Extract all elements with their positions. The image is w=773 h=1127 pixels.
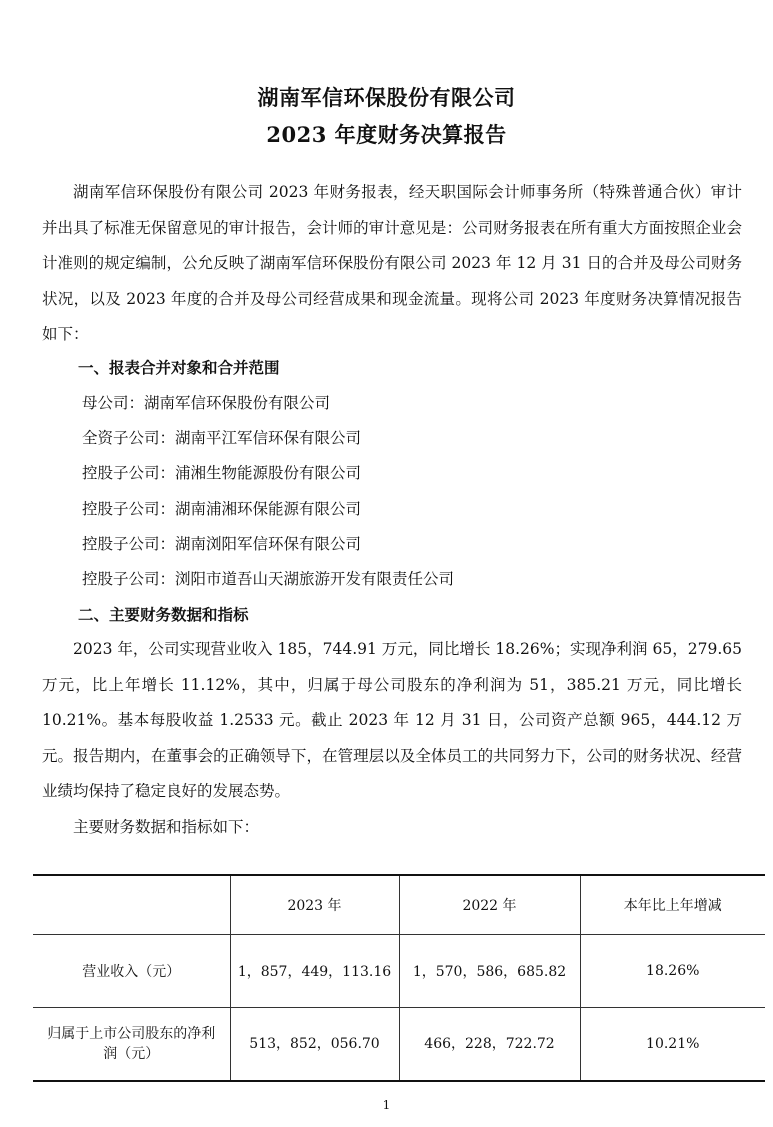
- list-item: 母公司：湖南军信环保股份有限公司: [82, 394, 331, 412]
- table-row: [33, 1008, 765, 1082]
- table-header-cell: 2022 年: [399, 875, 580, 935]
- document-title: 湖南军信环保股份有限公司: [257, 85, 516, 110]
- table-cell: 营业收入（元）: [33, 935, 230, 1008]
- section2-paragraph: 2023 年，公司实现营业收入 185，744.91 万元，同比增长 18.26%；实现净利润 65，279.65 万元，比上年增长 11.12%，其中，归属于母公司股东的净利润为 51，385.21 万元，同比增长 10.21%。基本每股收益 1.2533 元。截止 2023 年 12 月 31 日，公司资产总额 965，444.12 万元。报告期内，在董事会的正确领导下，在管理层以及全体员工的共同努力下，公司的财务状况、经营业绩均保持了稳定良好的发展态势。: [42, 640, 742, 800]
- table-cell: 1，570，586，685.82: [399, 935, 580, 1008]
- table-header-cell: [33, 875, 230, 935]
- table-cell: 10.21%: [580, 1008, 765, 1082]
- table-cell: 18.26%: [580, 935, 765, 1008]
- table-header-row: [33, 875, 765, 935]
- table-cell: 513，852，056.70: [230, 1008, 399, 1082]
- table-header-cell: 本年比上年增减: [580, 875, 765, 935]
- table-cell: 466，228，722.72: [399, 1008, 580, 1082]
- document-subtitle: 2023 年度财务决算报告: [266, 122, 507, 147]
- intro-paragraph: 湖南军信环保股份有限公司 2023 年财务报表，经天职国际会计师事务所（特殊普通合伙）审计并出具了标准无保留意见的审计报告，会计师的审计意见是：公司财务报表在所有重大方面按照企业会计准则的规定编制，公允反映了湖南军信环保股份有限公司 2023 年 12 月 31 日的合并及母公司财务状况，以及 2023 年度的合并及母公司经营成果和现金流量。现将公司 2023 年度财务决算情况报告如下：: [42, 183, 742, 343]
- table-intro: 主要财务数据和指标如下：: [73, 818, 260, 836]
- section1-heading: 一、报表合并对象和合并范围: [78, 358, 280, 377]
- list-item: 全资子公司：湖南平江军信环保有限公司: [82, 429, 362, 448]
- list-item: 控股子公司：浦湘生物能源股份有限公司: [82, 464, 362, 483]
- financial-table: [33, 874, 765, 1082]
- list-item: 控股子公司：湖南浏阳军信环保有限公司: [82, 534, 362, 553]
- table-cell: 归属于上市公司股东的净利润（元）: [33, 1008, 230, 1082]
- page-number: 1: [382, 1098, 391, 1112]
- section2-heading: 二、主要财务数据和指标: [78, 605, 249, 624]
- list-item: 控股子公司：浏阳市道吾山天湖旅游开发有限责任公司: [82, 569, 455, 588]
- table-cell: 1，857，449，113.16: [230, 935, 399, 1008]
- entity-list: [82, 389, 454, 600]
- table-header-cell: 2023 年: [230, 875, 399, 935]
- list-item: 控股子公司：湖南浦湘环保能源有限公司: [82, 499, 362, 518]
- table-row: [33, 935, 765, 1008]
